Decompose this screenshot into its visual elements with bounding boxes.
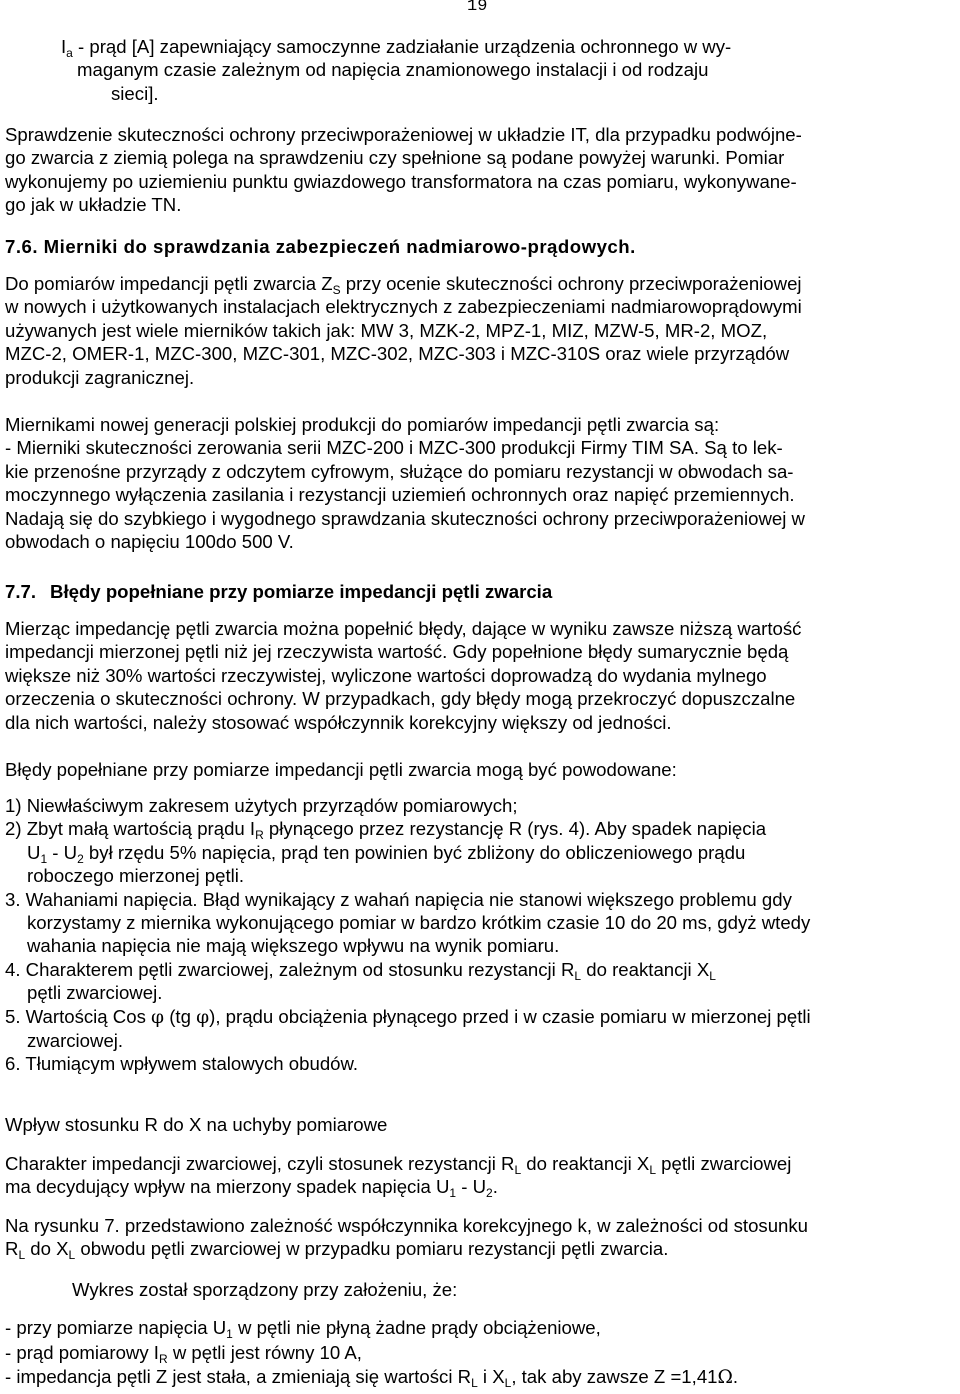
paragraph-character: Charakter impedancji zwarciowej, czyli stosunek rezystancji $R_L$ do reaktancji $X_L$ pętli zwarciowej ma decydujący wpływ na mierzony spadek napięcia $U_1 - U_2$.: [5, 1153, 792, 1201]
paragraph-meters: Do pomiarów impedancji pętli zwarcia $Z_S$ przy ocenie skuteczności ochrony przeciwporażeniowej w nowych i użytkowanych instalacjach elektrycznych z zabezpieczeniami nadmiarowoprądowymi używanych jest wiele mierników takich jak: MW 3, MZK-2, MPZ-1, MIZ, MZW-5, MR-2, MOZ, MZC-2, OMER-1, MZC-300, MZC-301, MZC-302, MZC-303 i MZC-310S oraz wiele przyrządów produkcji zagranicznej.: [5, 273, 802, 388]
causes-intro: Błędy popełniane przy pomiarze impedancji pętli zwarcia mogą być powodowane:: [5, 759, 677, 780]
ia-definition: $I_a$ - prąd [A] zapewniający samoczynne zadziałanie urządzenia ochronnego w wy- maganym czasie zależnym od napięcia znamionowego instalacji i od rodzaju sieci].: [61, 36, 732, 104]
causes-list: 1) Niewłaściwym zakresem użytych przyrządów pomiarowych; 2) Zbyt małą wartością prądu $I_R$ płynącego przez rezystancję R (rys. 4). Aby spadek napięcia $U_1 - U_2$ był rzędu 5% napięcia, prąd ten powinien być zbliżony do obliczeniowego prądu roboczego mierzonej pętli. 3. Wahaniami napięcia. Błąd wynikający z wahań napięcia nie stanowi większego problemu gdy korzystamy z miernika wykonującego pomiar w bardzo krótkim czasie 10 do 20 ms, gdyż wtedy wahania napięcia nie mają większego wpływu na wynik pomiaru. 4. Charakterem pętli zwarciowej, zależnym od stosunku rezystancji $R_L$ do reaktancji $X_L$ pętli zwarciowej. 5. Wartością Cos φ (tg φ), prądu obciążenia płynącego przed i w czasie pomiaru w mierzonej pętli zwarciowej. 6. Tłumiącym wpływem stalowych obudów.: [5, 795, 811, 1075]
page-number: 19: [467, 0, 488, 16]
paragraph-errors: Mierząc impedancję pętli zwarcia można popełnić błędy, dające w wyniku zawsze niższą wartość impedancji mierzonej pętli niż jej rzeczywista wartość. Gdy popełnione błędy sumarycznie będą większe niż 30% wartości rzeczywistej, wyliczone wartości doprowadzą do wydania mylnego orzeczenia o skuteczności ochrony. W przypadkach, gdy błędy mogą przekroczyć dopuszczalne dla nich wartości, należy stosować współczynnik korekcyjny większy od jedności.: [5, 618, 802, 733]
cause-1: 1) Niewłaściwym zakresem użytych przyrządów pomiarowych;: [5, 795, 518, 816]
paragraph-new-generation: Miernikami nowej generacji polskiej produkcji do pomiarów impedancji pętli zwarcia są: - Mierniki skuteczności zerowania serii MZC-200 i MZC-300 produkcji Firmy TIM SA. Są to lek- kie przenośne przyrządy z odczytem cyfrowym, służące do pomiaru rezystancji w obwodach sa- moczynnego wyłączenia zasilania i rezystancji uziemień ochronnych oraz napięć przemiennych. Nadają się do szybkiego i wygodnego sprawdzania skuteczności ochrony przeciwporażeniowej w obwodach o napięciu 100do 500 V.: [5, 414, 805, 553]
subheading-rx: Wpływ stosunku R do X na uchyby pomiarowe: [5, 1114, 388, 1135]
section-7-6-heading: 7.6. Mierniki do sprawdzania zabezpieczeń nadmiarowo-prądowych.: [5, 236, 636, 257]
assumptions-list: - przy pomiarze napięcia $U_1$ w pętli nie płyną żadne prądy obciążeniowe, - prąd pomiarowy $I_R$ w pętli jest równy 10 A, - impedancja pętli Z jest stała, a zmieniają się wartości $R_L$ i $X_L$, tak aby zawsze Z =1,41Ω.: [5, 1317, 739, 1390]
assumption-intro: Wykres został sporządzony przy założeniu, że:: [72, 1279, 458, 1300]
paragraph-figure-7: Na rysunku 7. przedstawiono zależność współczynnika korekcyjnego k, w zależności od stosunku $R_L$ do $X_L$ obwodu pętli zwarciowej w przypadku pomiaru rezystancji pętli zwarcia.: [5, 1215, 809, 1263]
section-7-7-heading: 7.7. Błędy popełniane przy pomiarze impedancji pętli zwarcia: [5, 581, 553, 602]
paragraph-it-check: Sprawdzenie skuteczności ochrony przeciwporażeniowej w układzie IT, dla przypadku podwójne- go zwarcia z ziemią polega na sprawdzeniu czy spełnione są podane powyżej warunki. Pomiar wykonujemy po uziemieniu punktu gwiazdowego transformatora na czas pomiaru, wykonywane- go jak w układzie TN.: [5, 124, 802, 216]
